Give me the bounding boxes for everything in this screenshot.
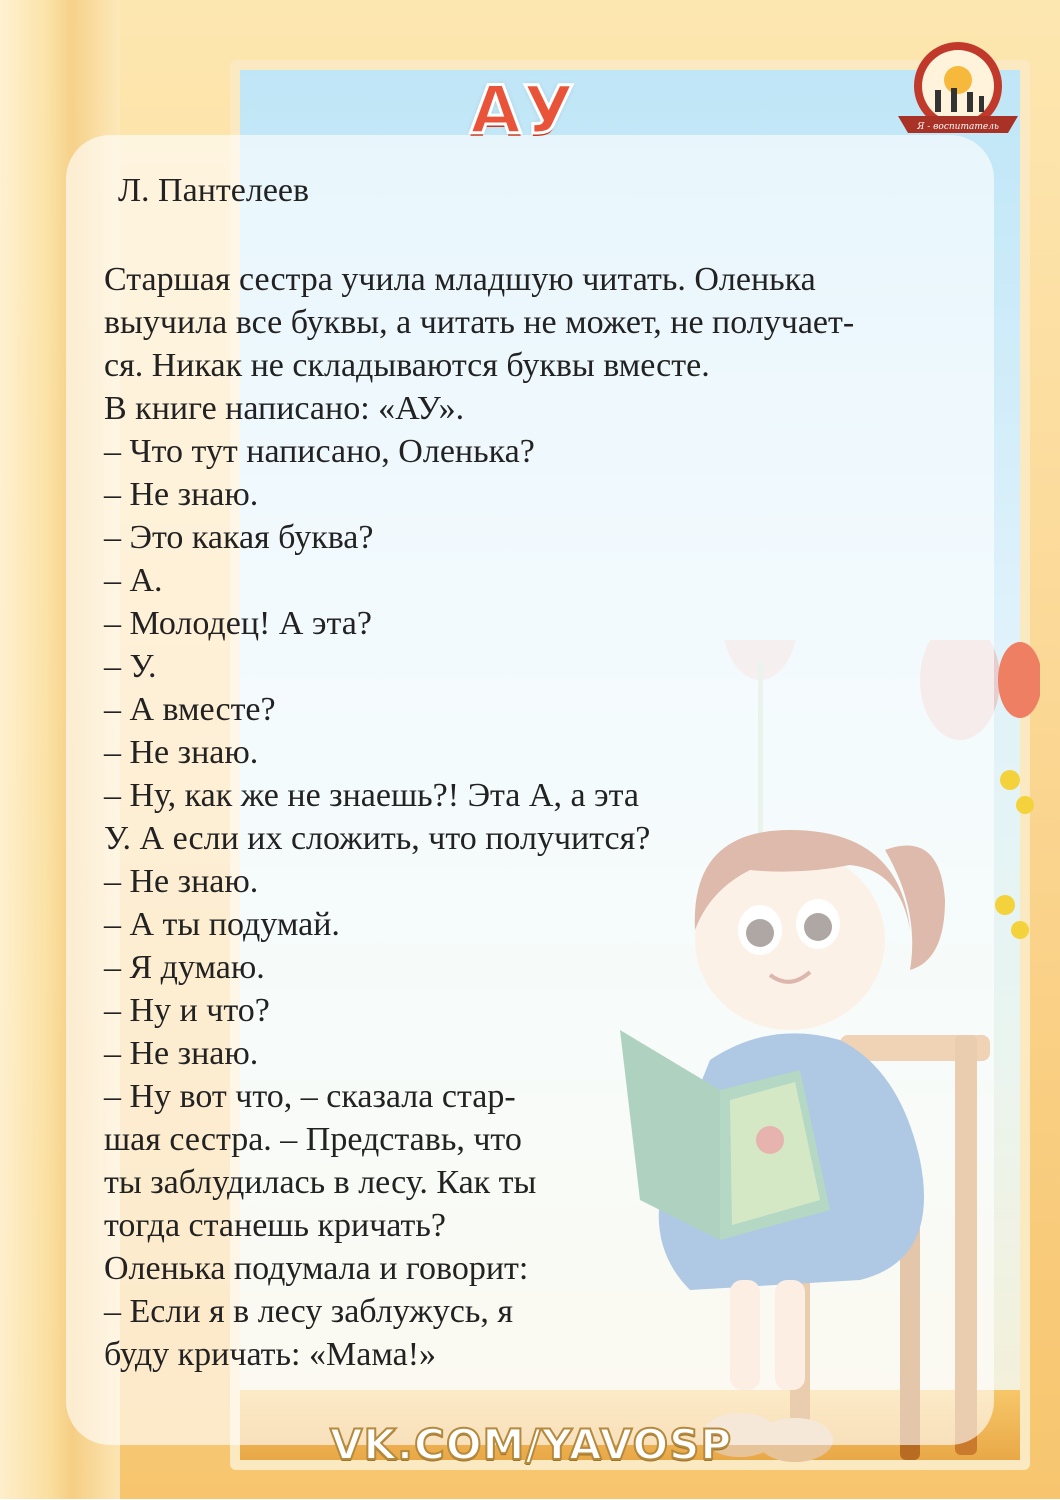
logo-badge bbox=[893, 38, 1023, 143]
story-line: – Молодец! А эта? bbox=[104, 605, 372, 642]
footer-link[interactable]: VK.COM/YAVOSP bbox=[330, 1420, 733, 1469]
story-line: тогда станешь кричать? bbox=[104, 1207, 446, 1244]
story-line: – У. bbox=[104, 648, 157, 685]
story-line: – Ну вот что, – сказала стар- bbox=[104, 1078, 516, 1115]
badge-text: Я - воспитатель bbox=[917, 122, 999, 132]
story-line: – А ты подумай. bbox=[104, 906, 340, 943]
story-line: ся. Никак не складываются буквы вместе. bbox=[104, 347, 710, 384]
story-line: буду кричать: «Мама!» bbox=[104, 1336, 437, 1373]
story-line: – Что тут написано, Оленька? bbox=[104, 433, 535, 470]
story-line: – Я думаю. bbox=[104, 949, 265, 986]
story-line: ты заблудилась в лесу. Как ты bbox=[104, 1164, 537, 1201]
story-line: Старшая сестра учила младшую читать. Оленька bbox=[104, 261, 816, 298]
story-line: – Не знаю. bbox=[104, 476, 259, 513]
story-line: – Не знаю. bbox=[104, 863, 259, 900]
story-line: – Ну, как же не знаешь?! Эта А, а эта bbox=[104, 777, 640, 814]
story-line: Оленька подумала и говорит: bbox=[104, 1250, 529, 1287]
story-line: – Ну и что? bbox=[104, 992, 270, 1029]
story-line: – Не знаю. bbox=[104, 1035, 259, 1072]
story-line: У. А если их сложить, что получится? bbox=[104, 820, 651, 857]
story-line: В книге написано: «АУ». bbox=[104, 390, 465, 427]
story-line: выучила все буквы, а читать не может, не получает- bbox=[104, 304, 855, 341]
story-line: – Это какая буква? bbox=[104, 519, 374, 556]
story-line: – Если я в лесу заблужусь, я bbox=[104, 1293, 513, 1330]
story-line: – Не знаю. bbox=[104, 734, 259, 771]
story-text bbox=[104, 258, 854, 1376]
page-title: АУ bbox=[470, 72, 576, 149]
story-line: – А вместе? bbox=[104, 691, 276, 728]
story-line: шая сестра. – Представь, что bbox=[104, 1121, 522, 1158]
story-line: – А. bbox=[104, 562, 163, 599]
author-name: Л. Пантелеев bbox=[118, 172, 310, 209]
